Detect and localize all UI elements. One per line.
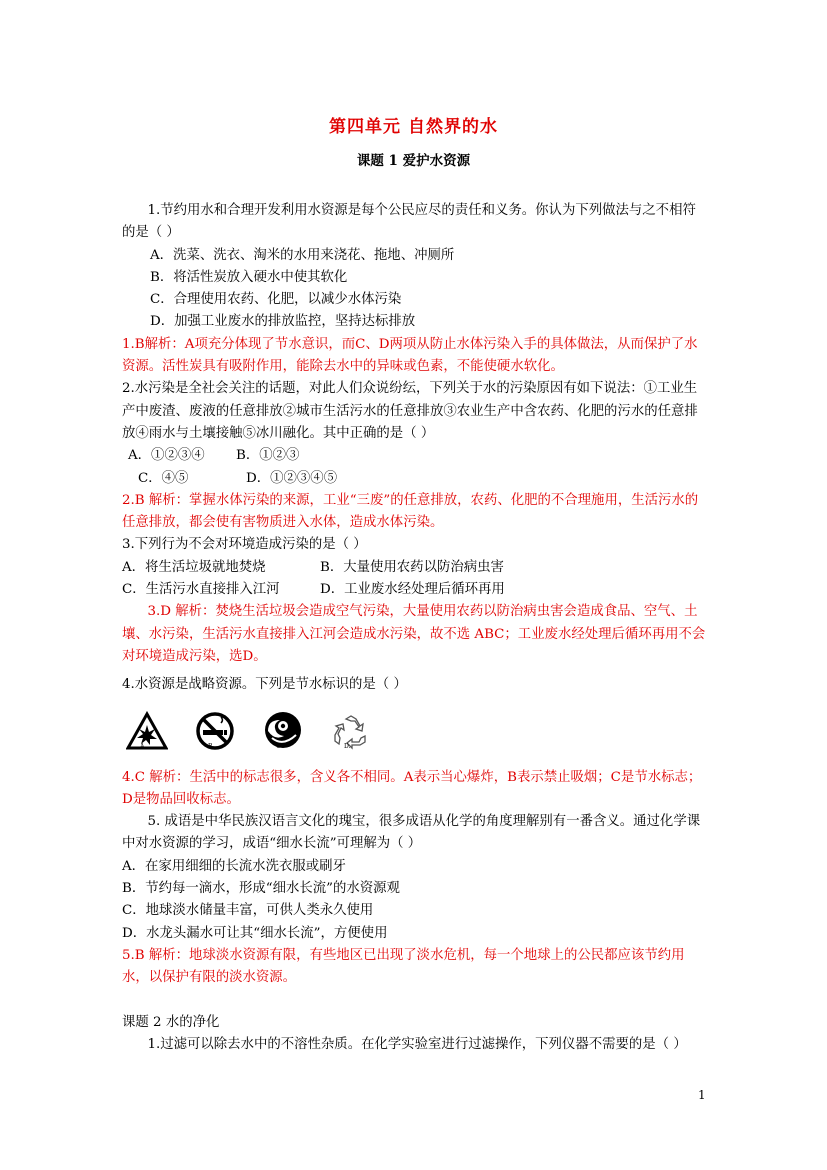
question-2-options-ab: [122, 445, 707, 467]
question-3-option-c: C．生活污水直接排入江河: [122, 582, 280, 598]
question-3-option-b: B．大量使用农药以防治病虫害: [320, 559, 504, 575]
question-3-options-ab: [122, 557, 707, 579]
icon-d-label: D.: [344, 743, 351, 751]
question-1-option-c: C．合理使用农药、化肥，以减少水体污染: [150, 292, 402, 308]
question-5-option-d: D．水龙头漏水可让其“细水长流”，方便使用: [122, 925, 388, 941]
question-2-option-d: D．①②③④⑤: [246, 470, 338, 486]
question-1-option-b: B．将活性炭放入硬水中使其软化: [150, 269, 348, 285]
section-2-title: 课题 2 水的净化: [122, 1014, 220, 1030]
question-3-stem: 3.下列行为不会对环境造成污染的是（ ）: [122, 537, 367, 553]
document-body: [122, 200, 707, 1056]
recycle-icon: [330, 711, 372, 759]
question-5-option-b: B．节约每一滴水，形成“细水长流”的水资源观: [122, 881, 400, 897]
water-saving-icon: [262, 711, 304, 759]
question-1-answer: 1.B解析：A项充分体现了节水意识，而C、D两项从防止水体污染入手的具体做法，从而保护了水资源。活性炭具有吸附作用，能除去水中的异味或色素，不能使硬水软化。: [122, 336, 698, 375]
question-2-option-a: A．①②③④: [128, 448, 205, 464]
question-2-options-cd: [122, 468, 707, 490]
section-2-question-1: 1.过滤可以除去水中的不溶性杂质。在化学实验室进行过滤操作，下列仪器不需要的是（ ）: [147, 1036, 687, 1052]
question-3-option-d: D．工业废水经处理后循环再用: [320, 582, 505, 598]
icon-b-label: B.: [208, 743, 215, 751]
question-3-answer: 3.D 解析：焚烧生活垃圾会造成空气污染，大量使用农药以防治病虫害会造成食品、空气、土壤、水污染，生活污水直接排入江河会造成水污染，故不选 ABC；工业废水经处理后循环再用不会对环境造成污染，选D。: [122, 604, 706, 664]
question-3-option-a: A．将生活垃圾就地焚烧: [122, 559, 266, 575]
question-4-stem: 4.水资源是战略资源。下列是节水标识的是（ ）: [122, 677, 407, 693]
question-1-option-d: D．加强工业废水的排放监控，坚持达标排放: [150, 314, 416, 330]
question-5-stem: 5. 成语是中华民族汉语言文化的瑰宝，很多成语从化学的角度理解别有一番含义。通过化学课中对水资源的学习，成语“细水长流”可理解为（ ）: [122, 814, 701, 852]
question-1-option-a: A．洗菜、洗衣、淘米的水用来浇花、拖地、冲厕所: [150, 247, 455, 263]
question-2-option-b: B．①②③: [236, 448, 300, 464]
lesson-title: 课题 1 爱护水资源: [356, 153, 471, 169]
icon-a-label: A.: [140, 743, 147, 751]
question-2-stem: 2.水污染是全社会关注的话题，对此人们众说纷纭，下列关于水的污染原因有如下说法：①工业生产中废渣、废液的任意排放②城市生活污水的任意排放③农业生产中含农药、化肥的污水的任意排放④雨水与土壤接触⑤冰川融化。其中正确的是（ ）: [122, 381, 698, 441]
question-2-answer: 2.B 解析：掌握水体污染的来源，工业“三废”的任意排放，农药、化肥的不合理施用，生活污水的任意排放，都会使有害物质进入水体，造成水体污染。: [122, 492, 699, 531]
question-5-option-a: A．在家用细细的长流水洗衣服或刷牙: [122, 858, 346, 874]
question-1-stem: 1.节约用水和合理开发利用水资源是每个公民应尽的责任和义务。你认为下列做法与之不相符的是（ ）: [122, 203, 696, 241]
question-4-answer: 4.C 解析：生活中的标志很多，含义各不相同。A表示当心爆炸，B表示禁止吸烟；C是节水标志；D是物品回收标志。: [122, 769, 702, 807]
page-number: 1: [698, 1088, 706, 1102]
explosion-warning-icon: [126, 711, 168, 759]
unit-title: 第四单元 自然界的水: [329, 117, 498, 137]
no-smoking-icon: [194, 711, 236, 759]
question-4-icons: [126, 711, 707, 761]
question-5-option-c: C．地球淡水储量丰富，可供人类永久使用: [122, 903, 374, 919]
question-3-options-cd: [122, 579, 707, 601]
icon-c-label: C: [276, 743, 281, 751]
question-5-answer: 5.B 解析：地球淡水资源有限，有些地区已出现了淡水危机，每一个地球上的公民都应该节约用水，以保护有限的淡水资源。: [122, 947, 685, 986]
question-2-option-c: C．④⑤: [138, 470, 189, 486]
